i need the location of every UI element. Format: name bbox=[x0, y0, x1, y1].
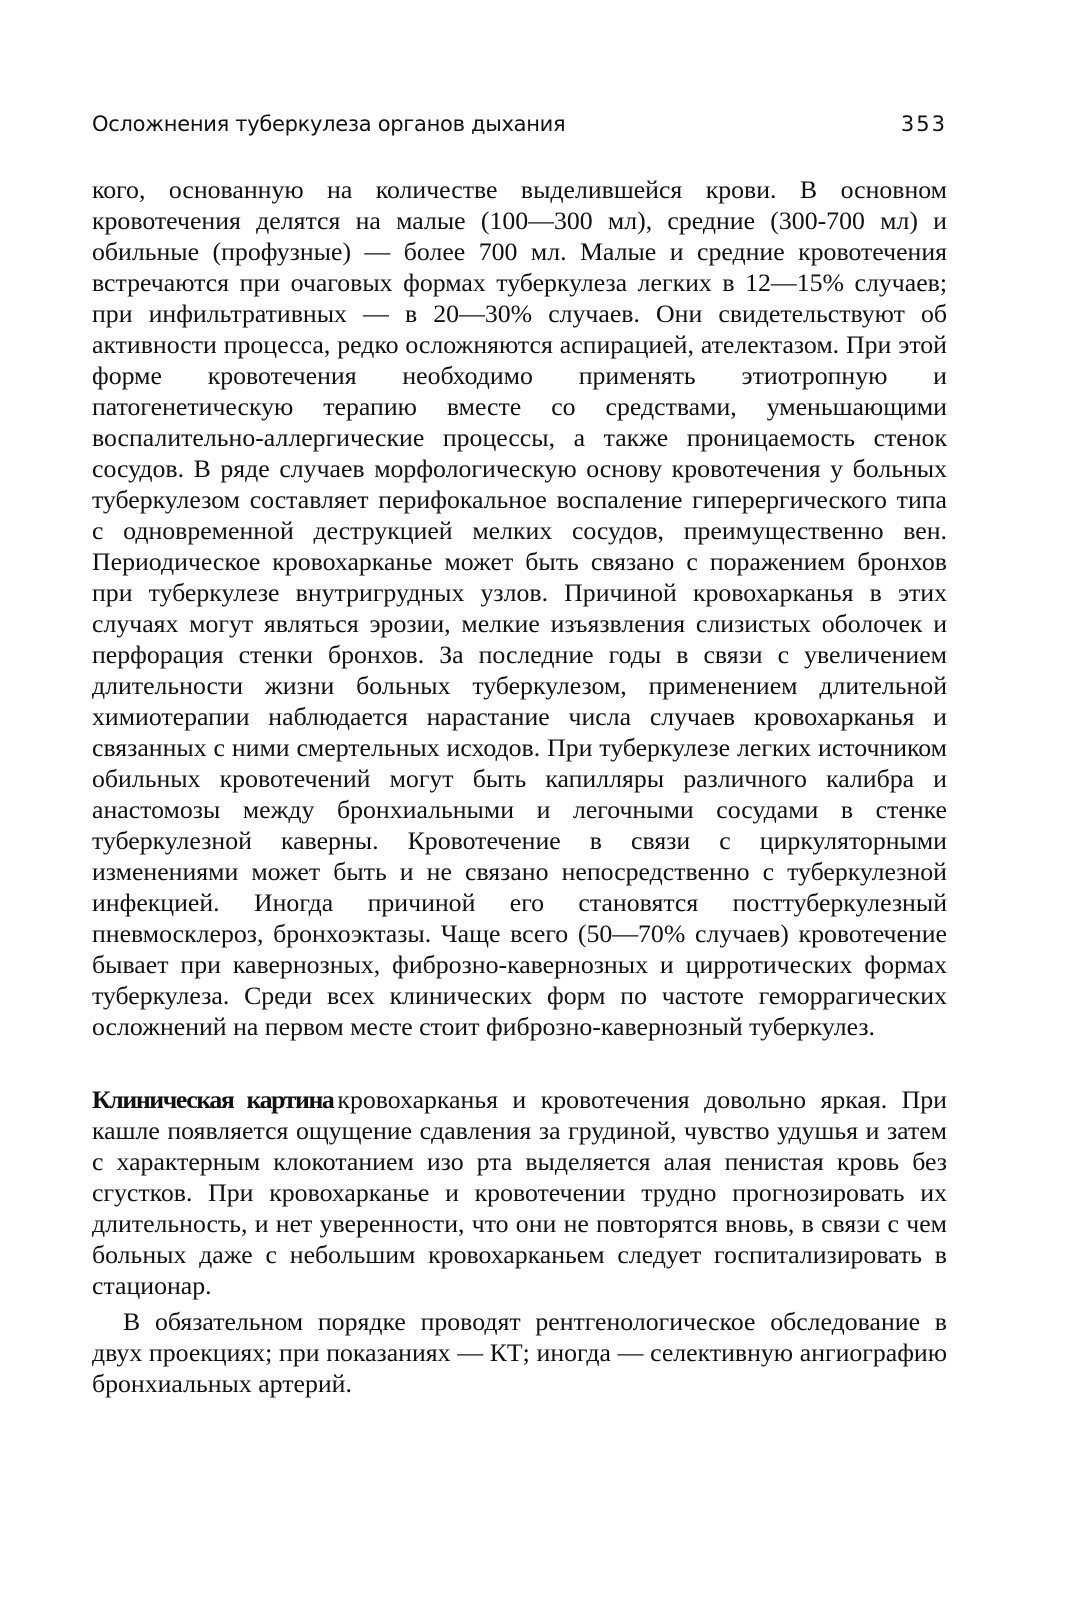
running-title: Осложнения туберкулеза органов дыхания bbox=[92, 112, 566, 136]
paragraph-hemorrhage-classification: кого, основанную на количестве выделившейся крови. В основном кровотечения делятся на малые (100—300 мл), средние (300-700 мл) и обильные (профузные) — более 700 мл. Малые и средние кровотечения встречаются при очаговых формах туберкулеза легких в 12—15% случаев; при инфильтративных — в 20—30% случаев. Они свидетельствуют об активности процесса, редко осложняются аспирацией, ателектазом. При этой форме кровотечения необходимо применять этиотропную и патогенетическую терапию вместе со средствами, уменьшающими воспалительно-аллергические процессы, а также проницаемость стенок сосудов. В ряде случаев морфологическую основу кровотечения у больных туберкулезом составляет перифокальное воспаление гиперергического типа с одновременной деструкцией мелких сосудов, преимущественно вен. Периодическое кровохарканье может быть связано с поражением бронхов при туберкулезе внутригрудных узлов. Причиной кровохарканья в этих случаях могут являться эрозии, мелкие изъязвления слизистых оболочек и перфорация стенки бронхов. За последние годы в связи с увеличением длительности жизни больных туберкулезом, применением длительной химиотерапии наблюдается нарастание числа случаев кровохарканья и связанных с ними смертельных исходов. При туберкулезе легких источником обильных кровотечений могут быть капилляры различного калибра и анастомозы между бронхиальными и легочными сосудами в стенке туберкулезной каверны. Кровотечение в связи с циркуляторными изменениями может быть и не связано непосредственно с туберкулезной инфекцией. Иногда причиной его становятся посттуберкулезный пневмосклероз, бронхоэктазы. Чаще всего (50—70% случаев) кровотечение бывает при кавернозных, фиброзно-кавернозных и цирротических формах туберкулеза. Среди всех клинических форм по частоте геморрагических осложнений на первом месте стоит фиброзно-кавернозный туберкулез. bbox=[92, 175, 947, 1041]
clinical-picture-term: Клиническая картина bbox=[92, 1085, 334, 1114]
page-number: 353 bbox=[900, 112, 947, 136]
paragraph-diagnostics: В обязательном порядке проводят рентгенологическое обследование в двух проекциях; при показаниях — КТ; иногда — селективную ангиографию бронхиальных артерий. bbox=[92, 1307, 947, 1398]
paragraph-clinical-picture bbox=[92, 1084, 947, 1301]
clinical-picture-text: кровохарканья и кровотечения довольно яркая. При кашле появляется ощущение сдавления за грудиной, чувство удушья и затем с характерным клокотанием изо рта выделяется алая пенистая кровь без сгустков. При кровохарканье и кровотечении трудно прогнозировать их длительность, и нет уверенности, что они не повторятся вновь, в связи с чем больных даже с небольшим кровохарканьем следует госпитализировать в стационар. bbox=[92, 1085, 947, 1300]
running-header bbox=[92, 112, 947, 142]
